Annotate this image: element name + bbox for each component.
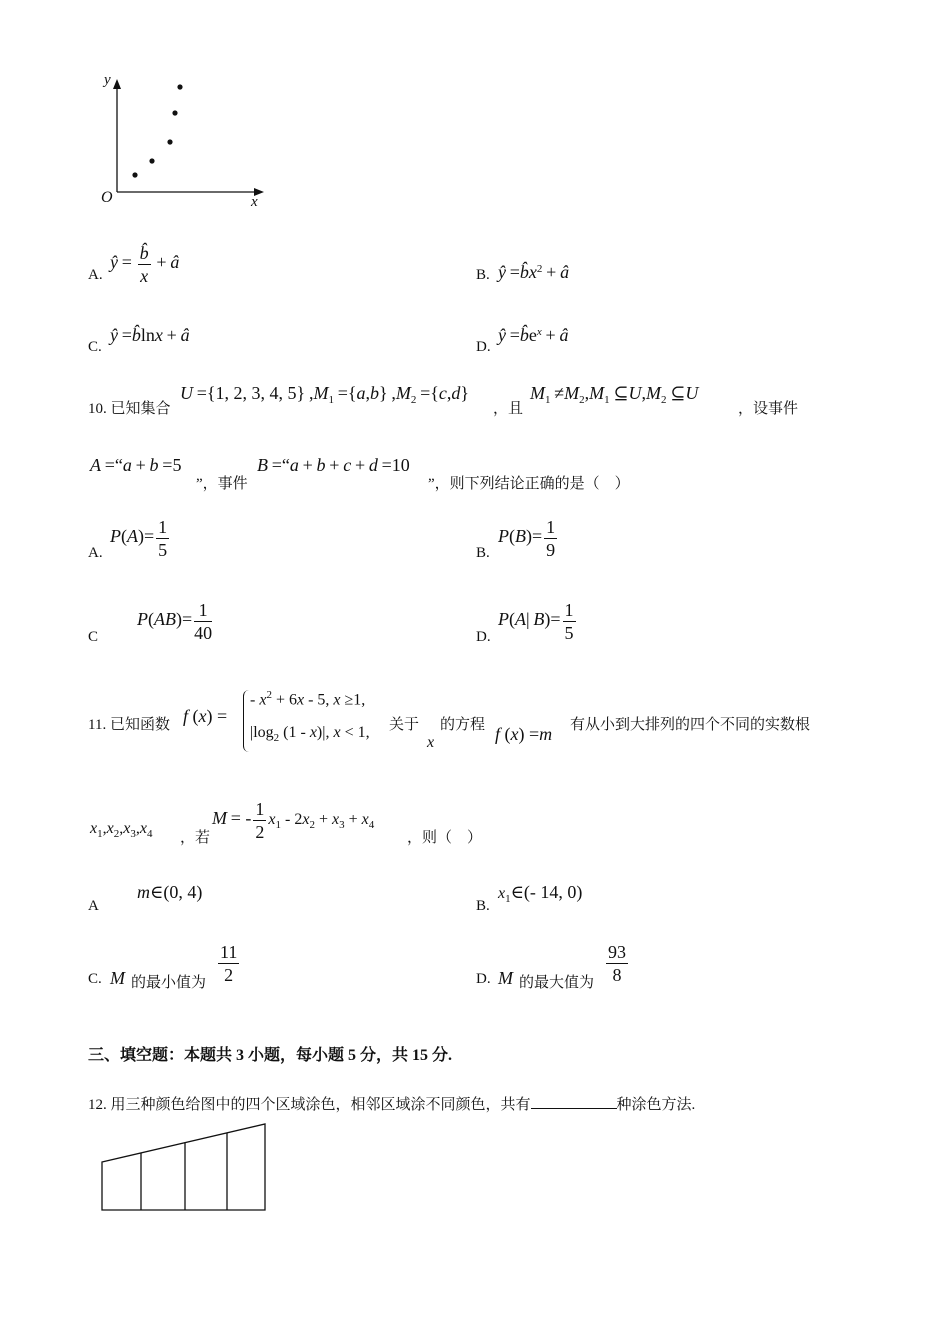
scatter-point — [177, 84, 182, 89]
q10-event-a-formula: A =“a + b =5 — [90, 455, 182, 475]
q11-piecewise-brace — [243, 690, 250, 752]
q11-roots: 有从小到大排列的四个不同的实数根 — [570, 717, 811, 733]
q11-piece-2: $|\log_2$ (1 - x)|, x < 1, — [250, 724, 370, 744]
q11-option-c-text: 的最小值为 — [131, 975, 207, 991]
q11-equation-formula: f (x) =m — [495, 724, 553, 744]
q11-option-c-value: $\frac{11}{2}$ — [220, 942, 238, 985]
q9-option-b-formula: ŷ $=b̂x^2$ + â — [498, 262, 570, 282]
x-axis-label: x — [251, 194, 258, 210]
q11-number: 11. 已知函数 — [88, 717, 170, 733]
q10-event-b-formula: B =“a + b + c + d =10 — [257, 455, 410, 475]
q11-m-formula: M = - $\frac{1}{2}$ $x_1 - 2x_2 + x_3 + x_4$ — [212, 799, 375, 842]
region-outline — [102, 1124, 265, 1210]
q11-then: ，则（ ） — [407, 830, 483, 846]
q11-option-c-label: C. — [88, 971, 102, 987]
q9-option-d-label: D. — [476, 339, 491, 355]
q10-tail: ”，则下列结论正确的是（ ） — [428, 476, 630, 492]
q11-option-a-label: A — [88, 898, 99, 914]
scatter-point — [149, 158, 154, 163]
q10-event-b-text: ”，事件 — [196, 476, 248, 492]
scatter-figure — [95, 72, 275, 217]
q10-option-a-label: A. — [88, 545, 103, 561]
y-axis-label: y — [104, 72, 111, 88]
q11-option-b-formula: $x_1\in(-$ 14, 0) — [498, 882, 583, 905]
q12-text-after: 种涂色方法. — [616, 1097, 696, 1113]
q9-option-c-label: C. — [88, 339, 102, 355]
q11-option-c-variable: M — [110, 968, 125, 988]
q9-option-a-formula: ŷ = $\frac{b̂}{x}$ + â — [110, 243, 180, 286]
q10-conditions-formula: $M_1 \ne M_2,M_1$ $⊆U,M_2$ ⊆U — [530, 383, 699, 406]
q10-sets-formula: U ={1, 2, 3, 4, 5} $,M_1 =\{a,b\}$ $,M_2 =\{c,d\}$ — [180, 383, 470, 406]
q12-text-before: 12. 用三种颜色给图中的四个区域涂色，相邻区域涂不同颜色，共有 — [88, 1097, 531, 1113]
q10-option-a-formula: P(A)= $\frac{1}{5}$ — [110, 517, 168, 560]
region-figure — [100, 1120, 270, 1215]
q10-option-d-formula: P(A| B)= $\frac{1}{5}$ — [498, 600, 574, 643]
q10-number: 10. 已知集合 — [88, 401, 171, 417]
q10-set-event: ，设事件 — [738, 401, 799, 417]
q12-answer-blank[interactable] — [531, 1094, 617, 1109]
q12-question — [88, 1093, 695, 1114]
q11-option-d-value: $\frac{93}{8}$ — [608, 942, 626, 985]
q11-roots-formula: $x_1,x_2,x_3,x_4$ — [90, 820, 153, 840]
q11-option-d-label: D. — [476, 971, 491, 987]
q10-and: ，且 — [493, 401, 524, 417]
q11-if: ，若 — [180, 830, 211, 846]
q10-option-b-label: B. — [476, 545, 490, 561]
scatter-point — [132, 172, 137, 177]
q9-option-c-formula: ŷ =b̂lnx + â — [110, 325, 190, 345]
q11-option-b-label: B. — [476, 898, 490, 914]
q10-option-b-formula: P(B)= $\frac{1}{9}$ — [498, 517, 556, 560]
q10-option-c-label: C — [88, 629, 99, 645]
q10-option-c-formula: P(AB)= $\frac{1}{40}$ — [137, 600, 213, 643]
section-heading: 三、填空题：本题共 3 小题，每小题 5 分，共 15 分. — [88, 1047, 453, 1064]
q11-equation: 的方程 — [440, 717, 486, 733]
q9-option-b-label: B. — [476, 267, 490, 283]
q9-option-a-label: A. — [88, 267, 103, 283]
q10-option-d-label: D. — [476, 629, 491, 645]
q11-option-d-text: 的最大值为 — [519, 975, 595, 991]
q11-about: 关于 — [389, 717, 420, 733]
q11-function-formula: f (x) = — [183, 706, 228, 726]
q11-option-d-variable: M — [498, 968, 513, 988]
q11-piece-1: - $x^2 + 6x - 5$, x ≥1, — [250, 689, 366, 709]
scatter-point — [172, 110, 177, 115]
y-axis-arrow — [113, 79, 121, 89]
q11-option-a-formula: m∈(0, 4) — [137, 882, 203, 902]
origin-label: O — [101, 189, 113, 206]
q11-variable-x: x — [427, 734, 435, 751]
scatter-point — [167, 139, 172, 144]
q9-option-d-formula: ŷ $=b̂e^x$ + â — [498, 325, 569, 345]
